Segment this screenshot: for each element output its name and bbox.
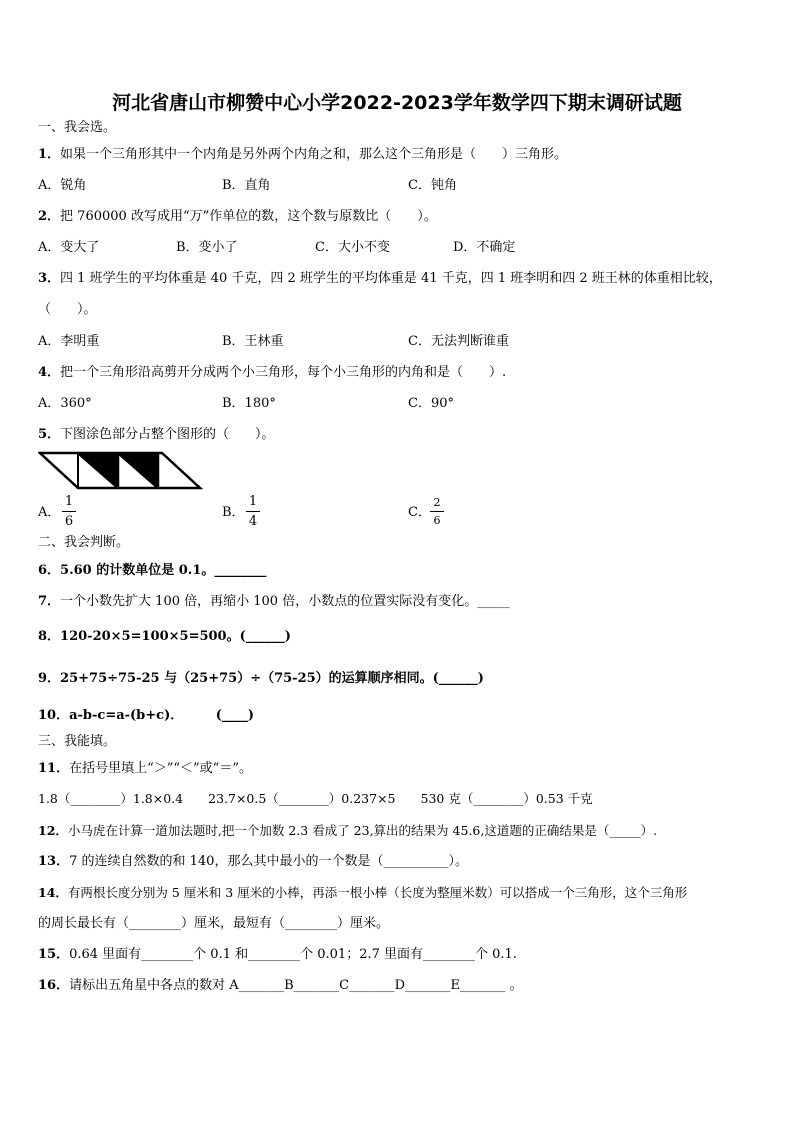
question-9 xyxy=(38,671,484,687)
question-14 xyxy=(38,885,687,901)
question-text: 120-20×5=100×5=500。(______) xyxy=(60,629,291,644)
denominator: 4 xyxy=(248,514,258,529)
q1-option-a: A．锐角 xyxy=(38,178,87,193)
question-number: 14． xyxy=(38,885,68,900)
q4-option-b: B．180° xyxy=(222,396,276,411)
question-text: 有两根长度分别为 5 厘米和 3 厘米的小棒，再添一根小棒（长度为整厘米数）可以搭成一个三角形，这个三角形 xyxy=(67,885,688,900)
question-text: 7 的连续自然数的和 140，那么其中最小的一个数是（__________）。 xyxy=(69,854,468,869)
question-4 xyxy=(38,365,506,381)
question-5 xyxy=(38,427,275,443)
question-text: 小马虎在计算一道加法题时,把一个加数 2.3 看成了 23,算出的结果为 45.6,这道题的正确结果是（_____）. xyxy=(67,823,658,838)
question-number: 7． xyxy=(38,594,61,609)
question-number: 16． xyxy=(38,978,70,993)
question-number: 3． xyxy=(38,271,61,286)
denominator: 6 xyxy=(64,514,74,529)
question-11 xyxy=(38,761,252,777)
question-number: 10． xyxy=(38,708,70,723)
q3-option-b: B．王林重 xyxy=(222,334,284,349)
question-12 xyxy=(38,823,657,839)
question-number: 1． xyxy=(38,147,61,162)
question-text: 下图涂色部分占整个图形的（ ）。 xyxy=(60,427,275,442)
q5-option-b: B． xyxy=(222,505,245,520)
q5-option-c: C． xyxy=(408,505,431,520)
question-7 xyxy=(38,594,510,610)
question-text: 把一个三角形沿高剪开分成两个小三角形，每个小三角形的内角和是（ ）. xyxy=(60,365,507,380)
question-number: 5． xyxy=(38,427,61,442)
question-number: 13． xyxy=(38,854,70,869)
question-number: 9． xyxy=(38,671,61,686)
q1-option-b: B．直角 xyxy=(222,178,271,193)
question-8 xyxy=(38,629,291,645)
question-1 xyxy=(38,147,567,163)
q5-fraction-c xyxy=(430,496,444,527)
q5-fraction-b xyxy=(246,494,260,529)
q3-option-c: C．无法判断谁重 xyxy=(408,334,509,349)
question-2 xyxy=(38,209,437,225)
denominator: 6 xyxy=(433,514,441,527)
question-13 xyxy=(38,854,468,870)
q2-option-c: C．大小不变 xyxy=(315,240,390,255)
numerator: 1 xyxy=(248,494,258,509)
question-3 xyxy=(38,271,722,287)
q1-option-c: C．钝角 xyxy=(408,178,457,193)
page-title: 河北省唐山市柳赞中心小学2022-2023学年数学四下期末调研试题 xyxy=(112,92,682,114)
q2-option-b: B．变小了 xyxy=(176,240,238,255)
question-15 xyxy=(38,947,517,963)
question-text: 四 1 班学生的平均体重是 40 千克，四 2 班学生的平均体重是 41 千克，四 1 班李明和四 2 班王林的体重相比较， xyxy=(60,271,722,286)
q2-option-d: D．不确定 xyxy=(453,240,516,255)
section-heading-2: 二、我会判断。 xyxy=(38,535,130,550)
question-number: 8． xyxy=(38,629,61,644)
numerator: 1 xyxy=(64,494,74,509)
question-3-continued: （ ）。 xyxy=(38,302,97,317)
question-text: 5.60 的计数单位是 0.1。________ xyxy=(60,563,267,578)
question-number: 4． xyxy=(38,365,61,380)
q5-option-a: A． xyxy=(38,505,61,520)
question-text: 0.64 里面有________个 0.1 和________个 0.01；2.7 里面有________个 0.1. xyxy=(69,947,517,962)
question-text: 如果一个三角形其中一个内角是另外两个内角之和，那么这个三角形是（ ）三角形。 xyxy=(60,147,568,162)
q4-option-a: A．360° xyxy=(38,396,92,411)
question-text: 一个小数先扩大 100 倍，再缩小 100 倍，小数点的位置实际没有变化。_____ xyxy=(60,594,510,609)
question-text: 在括号里填上“＞”“＜”或“＝”。 xyxy=(69,761,252,776)
question-text: 把 760000 改写成用“万”作单位的数，这个数与原数比（ ）。 xyxy=(60,209,437,224)
q2-option-a: A．变大了 xyxy=(38,240,100,255)
question-number: 6． xyxy=(38,563,61,578)
question-14-continued: 的周长最长有（________）厘米，最短有（________）厘米。 xyxy=(38,916,390,931)
parallelogram-figure xyxy=(38,450,204,492)
question-number: 2． xyxy=(38,209,61,224)
numerator: 2 xyxy=(433,496,441,509)
q4-option-c: C．90° xyxy=(408,396,454,411)
figure-outline xyxy=(40,453,200,488)
q5-fraction-a xyxy=(62,494,76,529)
question-text: a-b-c=a-(b+c)． (____) xyxy=(69,708,255,723)
question-11-compare-line: 1.8（________）1.8×0.4 23.7×0.5（________）0.237×5 530 克（________）0.53 千克 xyxy=(38,791,593,806)
question-6 xyxy=(38,563,266,579)
question-number: 12． xyxy=(38,823,68,838)
question-number: 11． xyxy=(38,761,70,776)
section-heading-1: 一、我会选。 xyxy=(38,120,117,135)
question-number: 15． xyxy=(38,947,70,962)
question-text: 25+75÷75-25 与（25+75）÷（75-25）的运算顺序相同。(______) xyxy=(60,671,484,686)
question-text: 请标出五角星中各点的数对 A_______B_______C_______D_______E_______ 。 xyxy=(69,978,523,993)
question-10 xyxy=(38,708,254,724)
section-heading-3: 三、我能填。 xyxy=(38,734,117,749)
q3-option-a: A．李明重 xyxy=(38,334,100,349)
question-16 xyxy=(38,978,523,994)
